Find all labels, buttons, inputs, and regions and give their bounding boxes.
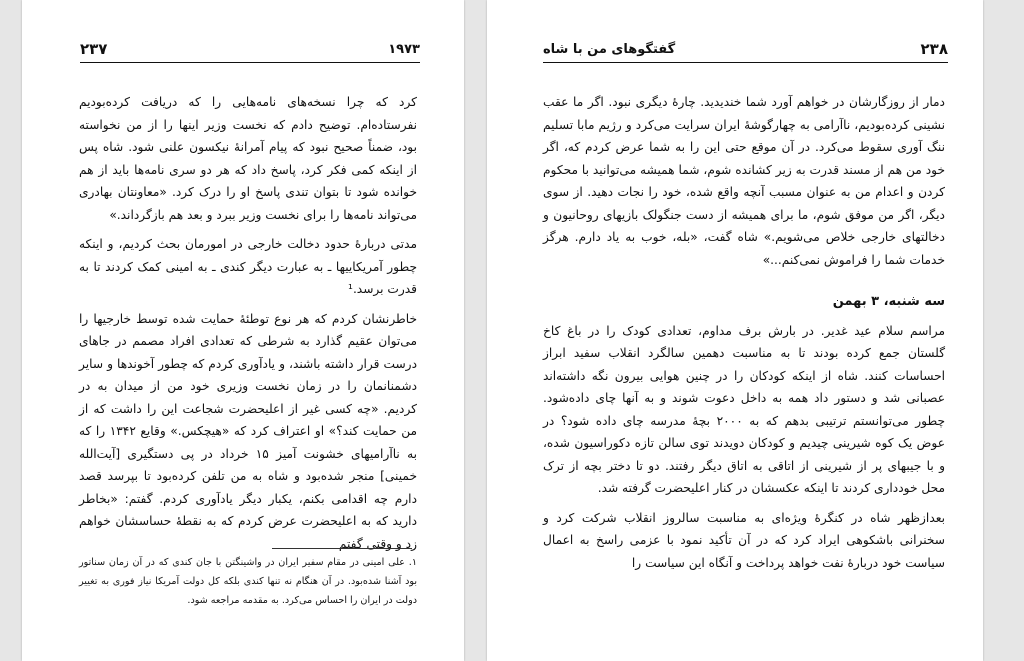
footnote-rule	[272, 548, 412, 549]
header-rule	[80, 62, 420, 63]
page-body	[79, 91, 417, 562]
section-title: سه شنبه، ۳ بهمن	[832, 294, 945, 309]
running-header: ۱۹۷۳	[388, 42, 420, 57]
footnote: ۱. علی امینی در مقام سفیر ایران در واشینگتن با جان کندی که در آن زمان سناتور بود آشنا شده‌بود. در آن هنگام نه تنها کندی بلکه کل دولت آمریکا نیاز فوری به تغییر دولت در ایران را احساس می‌کرد. به مقدمه مراجعه شود.	[79, 557, 417, 606]
paragraph: کرد که چرا نسخه‌های نامه‌هایی را که دریافت کرده‌بودیم نفرستاده‌ام. توضیح دادم که نخست وزیر اینها را از من نخواسته بود، ضمناً صحیح نبود که پیام آمرانهٔ نیکسون علنی شود. شاه پس از اینکه کمی فکر کرد، پاسخ داد که هر دو سری نامه‌ها باید از هم خوانده شود تا بتوان تندی پاسخ او را درک کرد. «معاونتان بهادری می‌تواند نامه‌ها را برای نخست وزیر ببرد و بعد هم بازگرداند.»	[79, 95, 417, 222]
right-page	[487, 0, 983, 661]
page-header	[543, 40, 948, 62]
left-page	[22, 0, 464, 661]
paragraph: دمار از روزگارشان در خواهم آورد شما خندیدید. چارهٔ دیگری نبود. اگر ما عقب نشینی کرده‌بودیم، ناآرامی به چهارگوشهٔ ایران سرایت می‌کرد و رژیم مابا تسلیم ننگ آوری سقوط می‌کرد. در آن موقع حتی این را به شما عرض کردم که، اگر خود من هم از مسند قدرت به زیر کشانده شوم، شما همیشه می‌توانید با محکوم کردن و اعدام من به عنوان مسبب آنچه واقع شده، خود را نجات دهید. از سوی دیگر، اگر من موفق شوم، ما برای همیشه از دست جنگولک بازیهای روحانیون و دخالتهای خارجی خلاص می‌شویم.» شاه گفت، «بله، خوب به یاد دارم. هرگز خدمات شما را فراموش نمی‌کنم...»	[543, 95, 945, 267]
page-number: ۲۳۸	[920, 40, 948, 58]
page-number: ۲۳۷	[80, 40, 108, 58]
paragraph: مراسم سلام عید غدیر. در بارش برف مداوم، تعدادی کودک را در باغ کاخ گلستان جمع کرده بودند تا به مناسبت دهمین سالگرد انقلاب سفید ابراز احساسات کنند. شاه از اینکه کودکان را در چنین هوایی بیرون نگه داشته‌اند عصبانی شد و دستور داد همه به داخل دعوت شوند و به آنها چای داده‌شود. چطور می‌توانستم ترتیبی بدهم که به ۲۰۰۰ بچهٔ مدرسه چای داده شود؟ در عوض یک کوه شیرینی چیدیم و کودکان دویدند توی سالن تازه دکوراسیون شده، و با جیبهای پر از شیرینی از اتاقی به اتاق دیگر رفتند. دو تا دختر بچه از ترک محل خودداری کردند تا اینکه عکسشان در کنار اعلیحضرت گرفته شد.	[543, 323, 945, 495]
paragraph: خاطرنشان کردم که هر نوع توطئهٔ حمایت شده توسط خارجیها را می‌توان عقیم گذارد به شرطی که تعدادی افراد مصمم در جاهای درست قرار داشته باشند، و یادآوری کردم که چطور آخوندها و سایر دشمنانمان را در زمان نخست وزیری خود من از میدان به در کردیم. «چه کسی غیر از اعلیحضرت شجاعت این را داشت که از من حمایت کند؟» او اعتراف کرد که «هیچکس.» وقایع ۱۳۴۲ را که به ناآرامیهای خشونت آمیز ۱۵ خرداد در پی دستگیری [آیت‌الله خمینی] منجر شده‌بود و شاه به من تلفن کرده‌بود تا بپرسد قصد دارم چه اقدامی بکنم، یکبار دیگر یادآوری کردم. گفتم: «بخاطر دارید که به اعلیحضرت عرض کردم که به نقطهٔ حساسشان خواهم زد و وقتی گفتم	[79, 311, 417, 551]
page-header	[80, 40, 420, 62]
paragraph: بعدازظهر شاه در کنگرهٔ ویژه‌ای به مناسبت سالروز انقلاب شرکت کرد و سخنرانی باشکوهی ایراد کرد که در آن تأکید نمود با عزمی راسخ به اعمال سیاست خود دربارهٔ نفت خواهد پرداخت و آنگاه این سیاست را	[543, 510, 945, 570]
header-rule	[543, 62, 948, 63]
running-header: گفتگوهای من با شاه	[543, 42, 676, 57]
page-body	[543, 91, 945, 581]
paragraph: مدتی دربارهٔ حدود دخالت خارجی در امورمان بحث کردیم، و اینکه چطور آمریکاییها ـ به عبارت دیگر کندی ـ به امینی کمک کردند تا به قدرت برسد.¹	[79, 237, 417, 296]
